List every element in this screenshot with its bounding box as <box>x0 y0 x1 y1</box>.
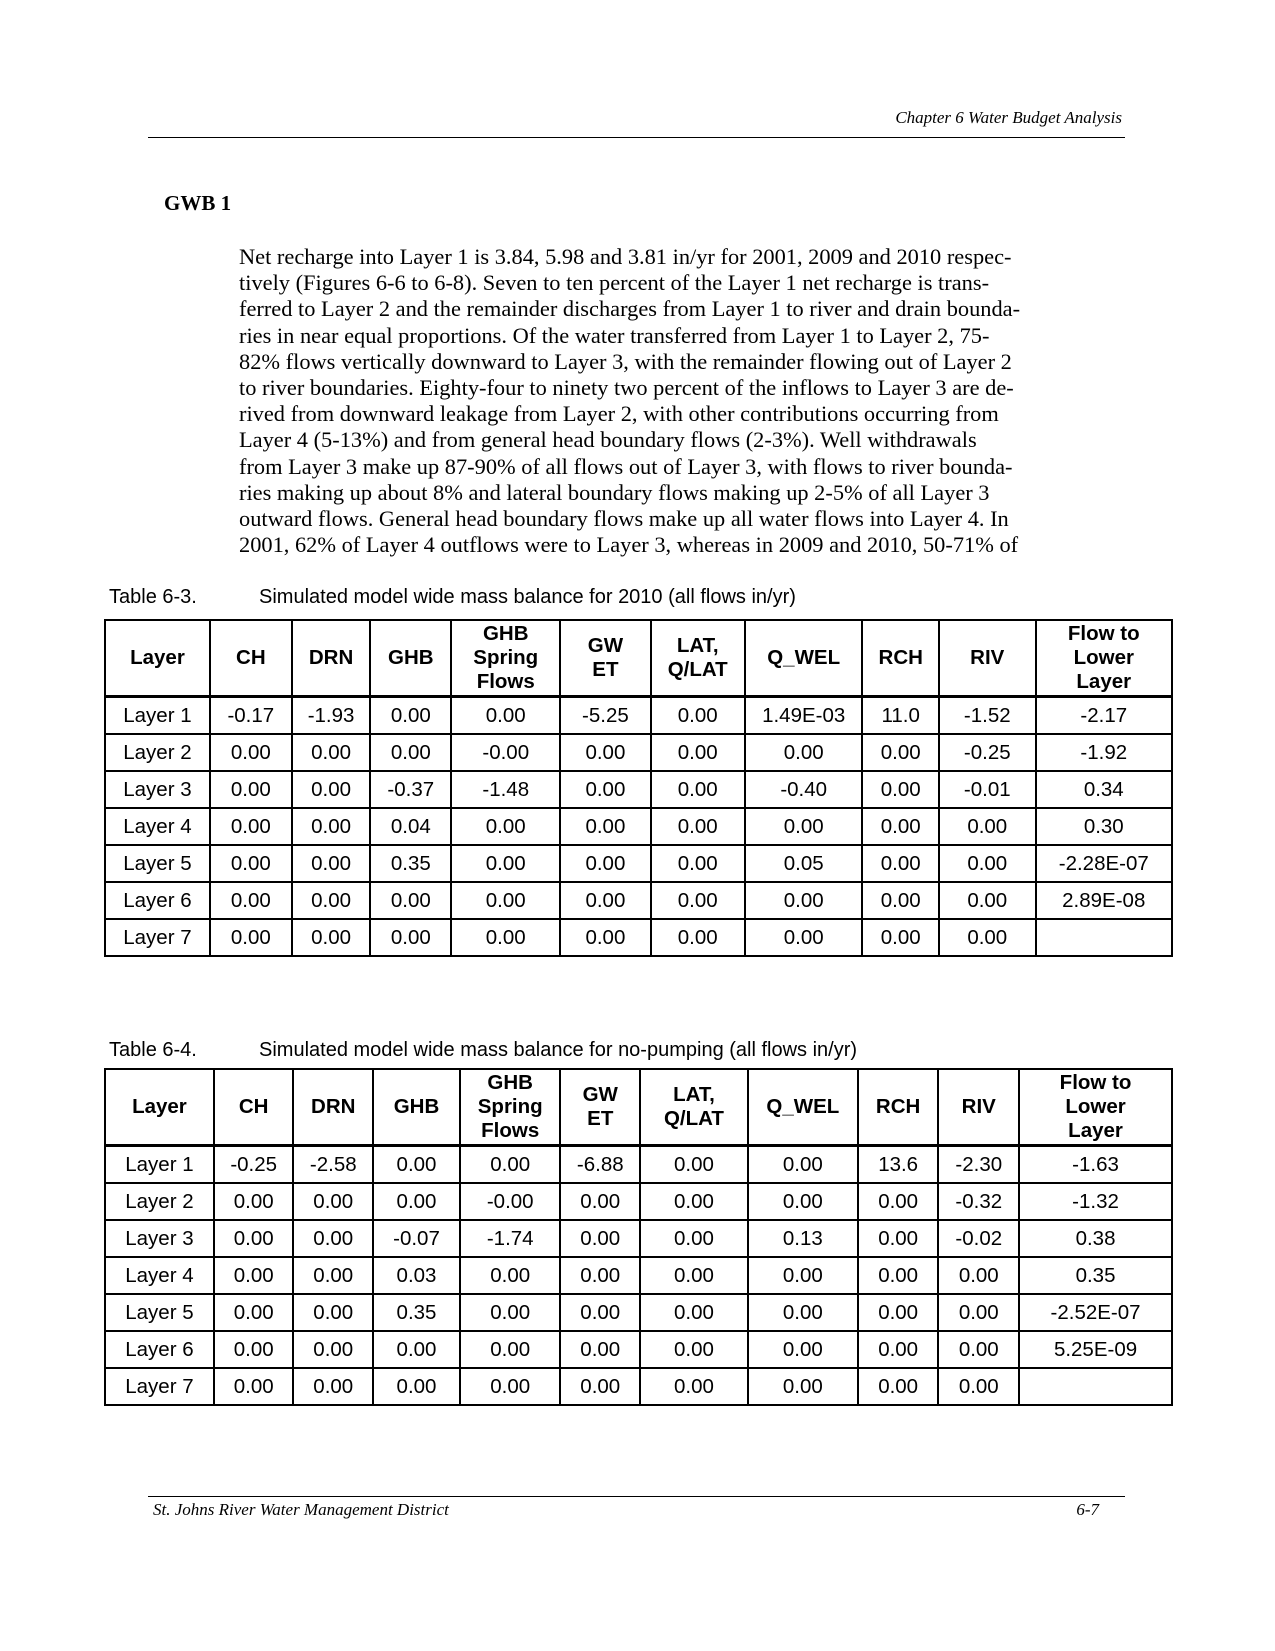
table-cell: 0.00 <box>451 808 560 845</box>
table-cell: 0.00 <box>214 1220 294 1257</box>
table-cell: 0.05 <box>745 845 863 882</box>
paragraph-line: ferred to Layer 2 and the remainder discharges from Layer 1 to river and drain bounda- <box>239 296 1021 322</box>
table-cell: 11.0 <box>862 697 939 735</box>
column-header-text: Layer <box>132 1095 187 1118</box>
table-cell: 0.00 <box>560 734 650 771</box>
table-cell: 0.00 <box>745 808 863 845</box>
table-cell: -0.00 <box>451 734 560 771</box>
table-cell: -6.88 <box>560 1146 640 1184</box>
table-cell: 0.00 <box>373 1368 460 1405</box>
column-header <box>451 620 560 697</box>
table-cell: 0.00 <box>460 1368 561 1405</box>
table-cell: -5.25 <box>560 697 650 735</box>
table-cell: 0.00 <box>560 845 650 882</box>
table-cell: 0.00 <box>370 882 451 919</box>
table-cell: 0.00 <box>210 919 292 956</box>
table-cell: 0.00 <box>862 882 939 919</box>
column-header-text: GHB <box>388 646 434 669</box>
table-cell: 0.00 <box>745 882 863 919</box>
paragraph-line: 82% flows vertically downward to Layer 3, with the remainder flowing out of Layer 2 <box>239 348 1012 374</box>
table-cell: -1.32 <box>1019 1183 1172 1220</box>
table-cell: -0.40 <box>745 771 863 808</box>
table-cell: 0.00 <box>560 1257 640 1294</box>
column-header-text: Layer <box>1068 1119 1123 1142</box>
table-cell: 0.00 <box>460 1146 561 1184</box>
column-header-text: RCH <box>875 1095 921 1118</box>
column-header-text: CH <box>236 646 266 669</box>
table-cell: -1.52 <box>939 697 1036 735</box>
paragraph-line: to river boundaries. Eighty-four to ninety two percent of the inflows to Layer 3 are de- <box>239 375 1014 401</box>
row-label-cell: Layer 7 <box>105 919 210 956</box>
header-rule <box>148 137 1125 138</box>
table-cell: 0.00 <box>560 882 650 919</box>
table-cell: -0.17 <box>210 697 292 735</box>
column-header-text: Lower <box>1065 1095 1126 1118</box>
table-cell: 0.04 <box>370 808 451 845</box>
column-header-text: CH <box>238 1095 269 1118</box>
table-cell: 0.03 <box>373 1257 460 1294</box>
row-label-cell: Layer 2 <box>105 734 210 771</box>
column-header <box>938 1069 1019 1146</box>
table-cell: 0.00 <box>651 697 745 735</box>
header-row <box>105 620 1172 697</box>
table-cell: 0.00 <box>560 1368 640 1405</box>
paragraph-line: Net recharge into Layer 1 is 3.84, 5.98 and 3.81 in/yr for 2001, 2009 and 2010 respec- <box>239 244 1012 269</box>
table-cell: -2.28E-07 <box>1036 845 1172 882</box>
column-header-text: GHB <box>482 622 529 645</box>
row-label-cell: Layer 4 <box>105 808 210 845</box>
table-caption-6-3 <box>109 586 796 609</box>
mass-balance-table-no-pumping <box>104 1068 1173 1406</box>
table-cell: 0.00 <box>938 1331 1019 1368</box>
table-cell: 0.35 <box>373 1294 460 1331</box>
row-label-cell: Layer 6 <box>105 882 210 919</box>
table-cell: 0.00 <box>560 1220 640 1257</box>
table-cell: 0.00 <box>292 734 371 771</box>
table-cell: 0.00 <box>292 771 371 808</box>
paragraph-line: outward flows. General head boundary flows make up all water flows into Layer 4. In <box>239 506 1009 532</box>
table-cell: -0.02 <box>938 1220 1019 1257</box>
table-cell: -0.25 <box>939 734 1036 771</box>
column-header-text: ET <box>587 1107 614 1130</box>
table-cell: 13.6 <box>858 1146 939 1184</box>
table-cell <box>1036 919 1172 956</box>
table-cell: 0.00 <box>293 1368 373 1405</box>
column-header <box>373 1069 460 1146</box>
row-label-cell: Layer 3 <box>105 771 210 808</box>
footer-organization: St. Johns River Water Management District <box>153 1500 449 1519</box>
column-header-text: GHB <box>487 1071 533 1094</box>
column-header-text: Flows <box>476 670 535 693</box>
table-cell: 0.00 <box>560 1331 640 1368</box>
table-cell: -2.58 <box>293 1146 373 1184</box>
table-cell: 5.25E-09 <box>1019 1331 1172 1368</box>
paragraph-line: tively (Figures 6-6 to 6-8). Seven to ten percent of the Layer 1 net recharge is trans- <box>239 270 990 296</box>
table-cell: 0.00 <box>560 1183 640 1220</box>
table-cell: 0.00 <box>862 808 939 845</box>
column-header <box>292 620 371 697</box>
table-cell: -0.07 <box>373 1220 460 1257</box>
table-cell: 0.00 <box>858 1257 939 1294</box>
column-header <box>460 1069 561 1146</box>
table-caption-6-4 <box>109 1039 857 1062</box>
table-cell: 0.00 <box>862 919 939 956</box>
table-cell: 0.00 <box>210 734 292 771</box>
column-header-text: Lower <box>1073 646 1134 669</box>
table-cell: -0.00 <box>460 1183 561 1220</box>
table-cell: 0.38 <box>1019 1220 1172 1257</box>
table-cell: 0.00 <box>210 845 292 882</box>
table-cell: 0.00 <box>640 1146 748 1184</box>
table-cell: 0.00 <box>560 919 650 956</box>
table-cell: -0.32 <box>938 1183 1019 1220</box>
chapter-header: Chapter 6 Water Budget Analysis <box>895 108 1122 127</box>
column-header-text: GW <box>582 1083 618 1106</box>
header-row <box>105 1069 1172 1146</box>
column-header-text: DRN <box>308 646 354 669</box>
table-cell: 0.00 <box>293 1257 373 1294</box>
table-cell: 0.00 <box>748 1257 858 1294</box>
table-cell: 0.00 <box>748 1183 858 1220</box>
table-cell: 0.00 <box>862 845 939 882</box>
table-cell: 0.00 <box>293 1331 373 1368</box>
table-cell: 0.13 <box>748 1220 858 1257</box>
table-cell: 0.34 <box>1036 771 1172 808</box>
section-heading: GWB 1 <box>164 191 232 215</box>
paragraph-line: ries in near equal proportions. Of the water transferred from Layer 1 to Layer 2, 75- <box>239 322 990 348</box>
table-cell: 0.00 <box>451 919 560 956</box>
table-cell <box>1019 1368 1172 1405</box>
row-label-cell: Layer 1 <box>105 1146 214 1184</box>
table-cell: 0.00 <box>214 1368 294 1405</box>
table-row <box>105 1146 1172 1184</box>
table-row <box>105 1331 1172 1368</box>
table-cell: -1.63 <box>1019 1146 1172 1184</box>
column-header-text: GW <box>587 634 624 657</box>
table-cell: 0.00 <box>560 1294 640 1331</box>
table-cell: 0.00 <box>745 734 863 771</box>
column-header-text: Layer <box>130 646 185 669</box>
table-cell: 0.00 <box>651 734 745 771</box>
column-header-text: DRN <box>311 1095 356 1118</box>
column-header-text: Flow to <box>1067 622 1140 645</box>
column-header <box>105 620 210 697</box>
table-cell: 0.00 <box>373 1331 460 1368</box>
column-header-text: Q_WEL <box>767 646 841 669</box>
table-cell: 0.35 <box>1019 1257 1172 1294</box>
row-label-cell: Layer 3 <box>105 1220 214 1257</box>
column-header <box>862 620 939 697</box>
table-row <box>105 919 1172 956</box>
body-paragraph <box>239 244 1125 558</box>
table-cell: 0.00 <box>938 1257 1019 1294</box>
row-label-cell: Layer 5 <box>105 845 210 882</box>
table-cell: -1.48 <box>451 771 560 808</box>
table-cell: 0.00 <box>748 1294 858 1331</box>
table-cell: 0.00 <box>748 1146 858 1184</box>
table-cell: 0.00 <box>862 734 939 771</box>
column-header <box>214 1069 294 1146</box>
table-cell: 0.00 <box>939 808 1036 845</box>
table-cell: 0.00 <box>373 1146 460 1184</box>
table-number: Table 6-3. <box>109 586 197 608</box>
table-row <box>105 1257 1172 1294</box>
table-cell: 0.00 <box>210 771 292 808</box>
table-cell: -1.74 <box>460 1220 561 1257</box>
table-cell: 0.00 <box>858 1294 939 1331</box>
row-label-cell: Layer 1 <box>105 697 210 735</box>
table-cell: 0.00 <box>939 882 1036 919</box>
table-cell: 0.00 <box>862 771 939 808</box>
column-header <box>105 1069 214 1146</box>
column-header <box>370 620 451 697</box>
table-cell: 0.00 <box>451 697 560 735</box>
table-row <box>105 1220 1172 1257</box>
table-cell: -1.93 <box>292 697 371 735</box>
column-header-text: GHB <box>393 1095 440 1118</box>
table-cell: 0.00 <box>858 1368 939 1405</box>
paragraph-line: from Layer 3 make up 87-90% of all flows out of Layer 3, with flows to river bounda- <box>239 453 1013 479</box>
column-header-text: Q_WEL <box>766 1095 840 1118</box>
column-header-text: Flows <box>481 1119 540 1142</box>
column-header <box>640 1069 748 1146</box>
table-cell: 0.00 <box>292 919 371 956</box>
table-row <box>105 808 1172 845</box>
table-cell: 0.00 <box>370 697 451 735</box>
table-cell: 0.00 <box>560 771 650 808</box>
column-header <box>560 620 650 697</box>
table-cell: 0.00 <box>640 1368 748 1405</box>
table-cell: 0.00 <box>210 808 292 845</box>
table-cell: 0.00 <box>293 1294 373 1331</box>
table-cell: 0.00 <box>214 1257 294 1294</box>
column-header <box>745 620 863 697</box>
table-cell: 0.00 <box>451 845 560 882</box>
table-cell: 0.00 <box>370 734 451 771</box>
table-cell: -0.25 <box>214 1146 294 1184</box>
row-label-cell: Layer 6 <box>105 1331 214 1368</box>
column-header-text: RIV <box>970 646 1005 669</box>
table-cell: -0.01 <box>939 771 1036 808</box>
table-cell: 0.00 <box>939 845 1036 882</box>
table-cell: 0.00 <box>651 882 745 919</box>
column-header-text: Spring <box>477 1095 543 1118</box>
footer-page-number: 6-7 <box>1076 1500 1099 1519</box>
table-number: Table 6-4. <box>109 1039 197 1061</box>
column-header <box>1036 620 1172 697</box>
column-header <box>651 620 745 697</box>
column-header <box>210 620 292 697</box>
table-cell: -2.17 <box>1036 697 1172 735</box>
table-cell: 0.00 <box>292 845 371 882</box>
table-cell: 0.00 <box>938 1294 1019 1331</box>
table-cell: 0.00 <box>651 845 745 882</box>
table-cell: 0.00 <box>939 919 1036 956</box>
table-cell: 0.00 <box>745 919 863 956</box>
table-cell: 0.00 <box>373 1183 460 1220</box>
table-cell: 0.00 <box>370 919 451 956</box>
table-cell: 0.00 <box>560 808 650 845</box>
row-label-cell: Layer 4 <box>105 1257 214 1294</box>
row-label-cell: Layer 5 <box>105 1294 214 1331</box>
table-cell: -2.30 <box>938 1146 1019 1184</box>
table-cell: 0.00 <box>748 1331 858 1368</box>
column-header-text: ET <box>592 658 619 681</box>
table-cell: 0.00 <box>214 1331 294 1368</box>
footer-rule <box>148 1496 1125 1497</box>
table-title: Simulated model wide mass balance for 2010 (all flows in/yr) <box>259 586 796 608</box>
table-cell: -1.92 <box>1036 734 1172 771</box>
table-cell: 0.00 <box>460 1294 561 1331</box>
table-cell: 0.00 <box>651 808 745 845</box>
column-header <box>560 1069 640 1146</box>
table-cell: 0.00 <box>214 1183 294 1220</box>
table-cell: -0.37 <box>370 771 451 808</box>
table-cell: 0.00 <box>460 1257 561 1294</box>
column-header <box>858 1069 939 1146</box>
table-cell: 0.00 <box>938 1368 1019 1405</box>
table-cell: 0.00 <box>640 1257 748 1294</box>
table-cell: 0.00 <box>640 1183 748 1220</box>
column-header-text: Layer <box>1076 670 1132 693</box>
table-cell: 0.00 <box>451 882 560 919</box>
table-cell: 0.00 <box>748 1368 858 1405</box>
column-header-text: RIV <box>961 1095 996 1118</box>
column-header <box>1019 1069 1172 1146</box>
column-header-text: Q/LAT <box>667 658 728 681</box>
row-label-cell: Layer 2 <box>105 1183 214 1220</box>
table-cell: -2.52E-07 <box>1019 1294 1172 1331</box>
table-cell: 0.00 <box>640 1220 748 1257</box>
table-cell: 1.49E-03 <box>745 697 863 735</box>
table-cell: 0.00 <box>292 882 371 919</box>
table-row <box>105 882 1172 919</box>
table-row <box>105 734 1172 771</box>
table-row <box>105 1294 1172 1331</box>
paragraph-line: rived from downward leakage from Layer 2, with other contributions occurring from <box>239 401 999 427</box>
row-label-cell: Layer 7 <box>105 1368 214 1405</box>
table-cell: 0.00 <box>640 1331 748 1368</box>
table-cell: 0.00 <box>214 1294 294 1331</box>
table-cell: 0.00 <box>210 882 292 919</box>
table-cell: 0.00 <box>460 1331 561 1368</box>
column-header-text: Q/LAT <box>663 1107 724 1130</box>
table-row <box>105 1183 1172 1220</box>
mass-balance-table-2010 <box>104 619 1173 957</box>
paragraph-line: Layer 4 (5-13%) and from general head boundary flows (2-3%). Well withdrawals <box>239 427 977 453</box>
column-header <box>293 1069 373 1146</box>
table-cell: 0.00 <box>858 1183 939 1220</box>
table-cell: 0.00 <box>858 1331 939 1368</box>
table-row <box>105 697 1172 735</box>
table-cell: 0.00 <box>651 771 745 808</box>
table-row <box>105 1368 1172 1405</box>
table-cell: 0.30 <box>1036 808 1172 845</box>
column-header <box>748 1069 858 1146</box>
column-header-text: LAT, <box>676 634 719 657</box>
table-cell: 0.00 <box>293 1220 373 1257</box>
table-cell: 0.00 <box>292 808 371 845</box>
table-row <box>105 845 1172 882</box>
column-header-text: Flow to <box>1059 1071 1132 1094</box>
table-cell: 2.89E-08 <box>1036 882 1172 919</box>
column-header-text: Spring <box>473 646 539 669</box>
table-cell: 0.00 <box>858 1220 939 1257</box>
table-cell: 0.00 <box>651 919 745 956</box>
table-title: Simulated model wide mass balance for no-pumping (all flows in/yr) <box>259 1039 858 1061</box>
column-header-text: RCH <box>878 646 923 669</box>
paragraph-line: 2001, 62% of Layer 4 outflows were to Layer 3, whereas in 2009 and 2010, 50-71% of <box>239 532 1019 558</box>
table-cell: 0.00 <box>293 1183 373 1220</box>
table-row <box>105 771 1172 808</box>
table-cell: 0.00 <box>640 1294 748 1331</box>
paragraph-line: ries making up about 8% and lateral boundary flows making up 2-5% of all Layer 3 <box>239 479 990 505</box>
column-header <box>939 620 1036 697</box>
table-cell: 0.35 <box>370 845 451 882</box>
column-header-text: LAT, <box>673 1083 715 1106</box>
